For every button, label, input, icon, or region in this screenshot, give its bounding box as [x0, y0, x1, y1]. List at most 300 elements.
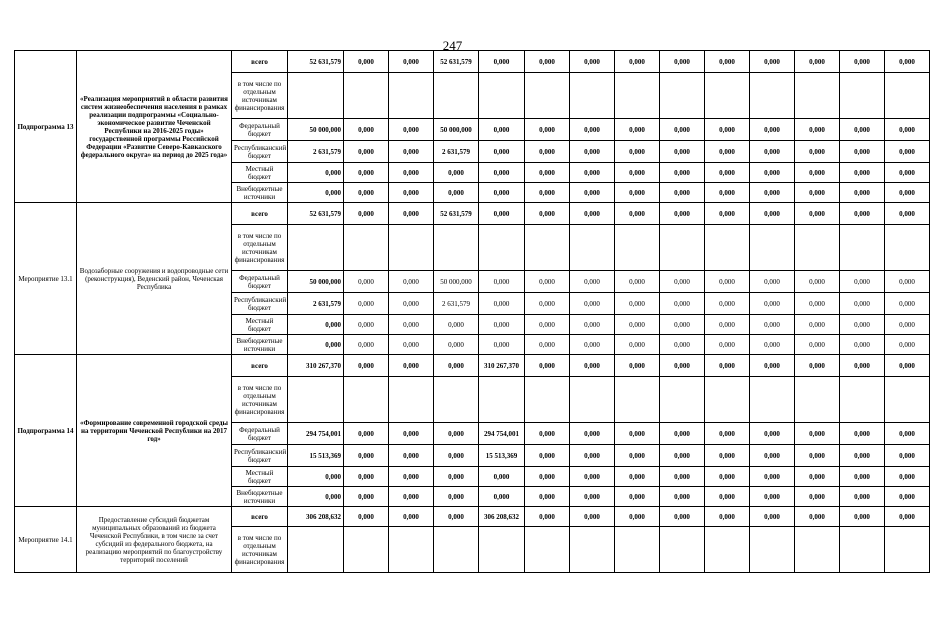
value-cell: 0,000 [885, 507, 930, 527]
value-cell: 306 208,632 [288, 507, 344, 527]
value-cell: 0,000 [344, 183, 389, 203]
value-cell [660, 225, 705, 271]
value-cell: 0,000 [389, 315, 434, 335]
value-cell: 0,000 [840, 423, 885, 445]
value-cell: 0,000 [795, 423, 840, 445]
value-cell: 0,000 [434, 445, 479, 467]
value-cell: 0,000 [795, 507, 840, 527]
value-cell: 0,000 [885, 163, 930, 183]
value-cell: 0,000 [885, 355, 930, 377]
value-cell: 15 513,369 [288, 445, 344, 467]
value-cell: 0,000 [434, 507, 479, 527]
row-label-federal: Федеральный бюджет [232, 119, 288, 141]
value-cell: 0,000 [705, 203, 750, 225]
value-cell: 0,000 [344, 335, 389, 355]
table-row [15, 51, 930, 73]
row-label-including: в том числе по отдельным источникам финансирования [232, 73, 288, 119]
value-cell [479, 377, 525, 423]
value-cell: 0,000 [288, 487, 344, 507]
value-cell [479, 73, 525, 119]
value-cell [570, 527, 615, 573]
value-cell: 0,000 [750, 271, 795, 293]
value-cell: 0,000 [840, 183, 885, 203]
value-cell: 0,000 [479, 271, 525, 293]
value-cell: 0,000 [479, 141, 525, 163]
value-cell: 0,000 [525, 315, 570, 335]
value-cell: 0,000 [840, 507, 885, 527]
value-cell: 0,000 [288, 163, 344, 183]
value-cell: 0,000 [705, 293, 750, 315]
value-cell: 0,000 [750, 423, 795, 445]
value-cell: 310 267,370 [479, 355, 525, 377]
value-cell: 0,000 [389, 507, 434, 527]
value-cell: 0,000 [479, 203, 525, 225]
value-cell: 0,000 [705, 183, 750, 203]
value-cell: 0,000 [389, 183, 434, 203]
value-cell: 0,000 [840, 141, 885, 163]
value-cell: 0,000 [705, 445, 750, 467]
value-cell [570, 377, 615, 423]
value-cell: 0,000 [840, 203, 885, 225]
row-label-including: в том числе по отдельным источникам финансирования [232, 377, 288, 423]
value-cell: 0,000 [705, 271, 750, 293]
value-cell: 0,000 [615, 141, 660, 163]
value-cell: 0,000 [660, 203, 705, 225]
table-row [15, 355, 930, 377]
value-cell [660, 527, 705, 573]
value-cell: 0,000 [615, 487, 660, 507]
row-label-extra: Внебюджетные источники [232, 183, 288, 203]
value-cell: 0,000 [479, 487, 525, 507]
value-cell: 0,000 [840, 335, 885, 355]
value-cell: 0,000 [840, 355, 885, 377]
value-cell: 52 631,579 [434, 203, 479, 225]
value-cell [750, 73, 795, 119]
value-cell [840, 73, 885, 119]
value-cell: 0,000 [570, 293, 615, 315]
value-cell: 50 000,000 [288, 119, 344, 141]
row-label-total: всего [232, 355, 288, 377]
value-cell: 0,000 [288, 335, 344, 355]
value-cell: 0,000 [570, 507, 615, 527]
value-cell [885, 225, 930, 271]
value-cell [525, 527, 570, 573]
value-cell: 0,000 [570, 487, 615, 507]
value-cell: 2 631,579 [434, 141, 479, 163]
value-cell: 0,000 [840, 51, 885, 73]
value-cell: 50 000,000 [288, 271, 344, 293]
value-cell [750, 225, 795, 271]
value-cell: 0,000 [660, 487, 705, 507]
value-cell: 0,000 [885, 315, 930, 335]
value-cell: 0,000 [750, 315, 795, 335]
value-cell: 0,000 [615, 467, 660, 487]
value-cell: 0,000 [705, 141, 750, 163]
value-cell [615, 73, 660, 119]
value-cell: 0,000 [705, 467, 750, 487]
value-cell: 0,000 [885, 183, 930, 203]
value-cell: 0,000 [389, 271, 434, 293]
row-label-republic: Республиканский бюджет [232, 445, 288, 467]
value-cell: 0,000 [660, 445, 705, 467]
value-cell: 0,000 [660, 355, 705, 377]
value-cell: 310 267,370 [288, 355, 344, 377]
value-cell: 0,000 [660, 315, 705, 335]
value-cell: 0,000 [750, 487, 795, 507]
value-cell: 0,000 [525, 445, 570, 467]
value-cell: 0,000 [479, 293, 525, 315]
value-cell [288, 225, 344, 271]
row-label-total: всего [232, 507, 288, 527]
value-cell [750, 377, 795, 423]
value-cell: 0,000 [795, 445, 840, 467]
value-cell: 0,000 [705, 119, 750, 141]
page-number: 247 [442, 38, 463, 53]
value-cell: 0,000 [525, 293, 570, 315]
value-cell: 0,000 [750, 335, 795, 355]
value-cell: 0,000 [344, 423, 389, 445]
value-cell: 0,000 [660, 141, 705, 163]
row-label-federal: Федеральный бюджет [232, 271, 288, 293]
value-cell: 0,000 [479, 315, 525, 335]
section-description: Водозаборные сооружения и водопроводные сети (реконструкция), Веденский район, Чеченская Республика [77, 203, 232, 355]
value-cell [288, 377, 344, 423]
value-cell [479, 527, 525, 573]
value-cell [570, 225, 615, 271]
value-cell: 0,000 [795, 203, 840, 225]
value-cell: 0,000 [660, 423, 705, 445]
value-cell: 0,000 [885, 119, 930, 141]
value-cell: 0,000 [344, 507, 389, 527]
value-cell: 50 000,000 [434, 271, 479, 293]
value-cell: 0,000 [750, 163, 795, 183]
value-cell: 0,000 [434, 315, 479, 335]
value-cell: 52 631,579 [288, 51, 344, 73]
value-cell: 0,000 [840, 271, 885, 293]
value-cell: 0,000 [570, 423, 615, 445]
value-cell: 0,000 [570, 445, 615, 467]
section-name: Мероприятие 13.1 [15, 203, 77, 355]
value-cell: 0,000 [795, 467, 840, 487]
table-row [15, 507, 930, 527]
value-cell: 0,000 [434, 355, 479, 377]
value-cell: 0,000 [885, 487, 930, 507]
value-cell: 0,000 [434, 335, 479, 355]
value-cell: 0,000 [615, 445, 660, 467]
value-cell: 0,000 [344, 141, 389, 163]
row-label-including: в том числе по отдельным источникам финансирования [232, 527, 288, 573]
value-cell [288, 527, 344, 573]
value-cell: 15 513,369 [479, 445, 525, 467]
value-cell: 0,000 [288, 183, 344, 203]
value-cell: 0,000 [615, 271, 660, 293]
value-cell: 0,000 [795, 51, 840, 73]
value-cell: 0,000 [389, 423, 434, 445]
value-cell [344, 527, 389, 573]
row-label-republic: Республиканский бюджет [232, 141, 288, 163]
value-cell [840, 527, 885, 573]
value-cell: 0,000 [288, 467, 344, 487]
value-cell: 0,000 [750, 507, 795, 527]
value-cell [795, 225, 840, 271]
value-cell: 0,000 [525, 51, 570, 73]
value-cell: 0,000 [344, 163, 389, 183]
value-cell [344, 225, 389, 271]
value-cell: 0,000 [389, 467, 434, 487]
value-cell: 0,000 [389, 51, 434, 73]
value-cell: 0,000 [389, 203, 434, 225]
value-cell: 0,000 [570, 163, 615, 183]
value-cell [705, 527, 750, 573]
value-cell: 2 631,579 [434, 293, 479, 315]
value-cell: 0,000 [885, 467, 930, 487]
value-cell: 0,000 [795, 335, 840, 355]
value-cell: 0,000 [750, 141, 795, 163]
value-cell: 0,000 [288, 315, 344, 335]
value-cell: 0,000 [840, 119, 885, 141]
row-label-local: Местный бюджет [232, 315, 288, 335]
value-cell: 0,000 [795, 119, 840, 141]
value-cell [434, 73, 479, 119]
value-cell: 0,000 [525, 183, 570, 203]
value-cell [660, 377, 705, 423]
value-cell: 0,000 [389, 335, 434, 355]
value-cell: 0,000 [795, 141, 840, 163]
value-cell: 52 631,579 [434, 51, 479, 73]
value-cell: 0,000 [570, 183, 615, 203]
value-cell: 0,000 [344, 271, 389, 293]
value-cell: 0,000 [615, 355, 660, 377]
value-cell: 0,000 [525, 335, 570, 355]
value-cell: 0,000 [389, 163, 434, 183]
value-cell: 0,000 [570, 51, 615, 73]
value-cell [795, 377, 840, 423]
value-cell: 0,000 [389, 355, 434, 377]
value-cell: 0,000 [525, 203, 570, 225]
value-cell [434, 377, 479, 423]
value-cell: 0,000 [479, 119, 525, 141]
value-cell: 0,000 [570, 203, 615, 225]
value-cell [525, 225, 570, 271]
row-label-federal: Федеральный бюджет [232, 423, 288, 445]
value-cell: 0,000 [795, 355, 840, 377]
section-name: Мероприятие 14.1 [15, 507, 77, 573]
row-label-republic: Республиканский бюджет [232, 293, 288, 315]
value-cell: 0,000 [750, 445, 795, 467]
value-cell: 0,000 [660, 467, 705, 487]
value-cell: 0,000 [705, 355, 750, 377]
value-cell: 0,000 [795, 183, 840, 203]
value-cell [344, 377, 389, 423]
budget-table [14, 50, 930, 573]
value-cell: 0,000 [795, 271, 840, 293]
value-cell: 0,000 [389, 445, 434, 467]
value-cell: 294 754,001 [479, 423, 525, 445]
value-cell: 0,000 [344, 293, 389, 315]
value-cell: 0,000 [434, 423, 479, 445]
value-cell [479, 225, 525, 271]
value-cell [389, 73, 434, 119]
value-cell: 0,000 [615, 51, 660, 73]
value-cell: 0,000 [344, 355, 389, 377]
value-cell: 0,000 [434, 163, 479, 183]
value-cell [795, 73, 840, 119]
value-cell: 0,000 [615, 335, 660, 355]
value-cell [660, 73, 705, 119]
value-cell: 0,000 [705, 51, 750, 73]
value-cell: 0,000 [344, 51, 389, 73]
value-cell: 0,000 [570, 141, 615, 163]
value-cell: 0,000 [525, 271, 570, 293]
value-cell: 0,000 [570, 355, 615, 377]
value-cell: 0,000 [840, 487, 885, 507]
value-cell: 0,000 [885, 271, 930, 293]
value-cell: 0,000 [479, 51, 525, 73]
value-cell: 0,000 [525, 423, 570, 445]
value-cell: 0,000 [795, 293, 840, 315]
value-cell: 0,000 [750, 51, 795, 73]
value-cell: 0,000 [840, 293, 885, 315]
value-cell: 0,000 [885, 203, 930, 225]
value-cell: 2 631,579 [288, 141, 344, 163]
value-cell: 306 208,632 [479, 507, 525, 527]
row-label-total: всего [232, 203, 288, 225]
value-cell: 0,000 [705, 423, 750, 445]
value-cell: 0,000 [344, 487, 389, 507]
value-cell: 0,000 [525, 487, 570, 507]
value-cell: 0,000 [660, 119, 705, 141]
row-label-local: Местный бюджет [232, 163, 288, 183]
value-cell: 0,000 [615, 293, 660, 315]
value-cell: 0,000 [750, 203, 795, 225]
value-cell: 0,000 [615, 203, 660, 225]
value-cell [705, 225, 750, 271]
value-cell [344, 73, 389, 119]
value-cell: 50 000,000 [434, 119, 479, 141]
value-cell: 0,000 [615, 119, 660, 141]
section-name: Подпрограмма 13 [15, 51, 77, 203]
value-cell: 0,000 [479, 467, 525, 487]
value-cell: 0,000 [525, 141, 570, 163]
value-cell [795, 527, 840, 573]
value-cell [434, 527, 479, 573]
value-cell [840, 377, 885, 423]
section-description: Предоставление субсидий бюджетам муниципальных образований из бюджета Чеченской Республики, в том числе за счет субсидий из федерального бюджета, на реализацию мероприятий по благоустройству территорий поселений [77, 507, 232, 573]
value-cell: 0,000 [660, 51, 705, 73]
value-cell: 294 754,001 [288, 423, 344, 445]
value-cell: 0,000 [479, 335, 525, 355]
value-cell: 0,000 [479, 183, 525, 203]
value-cell: 0,000 [615, 183, 660, 203]
value-cell: 0,000 [885, 423, 930, 445]
row-label-extra: Внебюджетные источники [232, 487, 288, 507]
value-cell: 0,000 [525, 119, 570, 141]
value-cell: 0,000 [389, 119, 434, 141]
value-cell: 0,000 [344, 119, 389, 141]
value-cell: 0,000 [795, 487, 840, 507]
value-cell: 0,000 [344, 315, 389, 335]
value-cell: 0,000 [750, 119, 795, 141]
value-cell: 0,000 [344, 467, 389, 487]
value-cell [615, 225, 660, 271]
value-cell [615, 377, 660, 423]
value-cell: 0,000 [615, 163, 660, 183]
value-cell: 0,000 [615, 423, 660, 445]
value-cell: 0,000 [885, 293, 930, 315]
value-cell: 0,000 [660, 163, 705, 183]
value-cell: 0,000 [705, 335, 750, 355]
value-cell [840, 225, 885, 271]
value-cell [525, 73, 570, 119]
value-cell: 0,000 [840, 315, 885, 335]
value-cell: 0,000 [615, 315, 660, 335]
row-label-local: Местный бюджет [232, 467, 288, 487]
value-cell: 0,000 [885, 445, 930, 467]
value-cell: 0,000 [660, 293, 705, 315]
value-cell: 0,000 [705, 315, 750, 335]
value-cell: 0,000 [660, 183, 705, 203]
value-cell: 0,000 [705, 487, 750, 507]
value-cell [389, 527, 434, 573]
value-cell [885, 73, 930, 119]
value-cell: 0,000 [389, 141, 434, 163]
value-cell [389, 225, 434, 271]
value-cell: 0,000 [840, 467, 885, 487]
value-cell: 0,000 [840, 163, 885, 183]
table-row [15, 203, 930, 225]
value-cell [885, 527, 930, 573]
row-label-total: всего [232, 51, 288, 73]
value-cell: 0,000 [750, 293, 795, 315]
value-cell [434, 225, 479, 271]
value-cell: 0,000 [434, 467, 479, 487]
value-cell: 0,000 [525, 467, 570, 487]
value-cell: 0,000 [660, 335, 705, 355]
value-cell: 0,000 [840, 445, 885, 467]
value-cell: 0,000 [750, 355, 795, 377]
value-cell: 0,000 [795, 163, 840, 183]
value-cell: 0,000 [389, 487, 434, 507]
budget-table-body [15, 51, 930, 573]
section-name: Подпрограмма 14 [15, 355, 77, 507]
value-cell: 0,000 [885, 335, 930, 355]
section-description: «Реализация мероприятий в области развития систем жизнеобеспечения населения в рамках реализации подпрограммы «Социально-экономическое развитие Чеченской Республики на 2016-2025 годы» государственной программы Российской Федерации «Развитие Северо-Кавказского федерального округа» на период до 2025 года» [77, 51, 232, 203]
value-cell: 0,000 [344, 445, 389, 467]
value-cell [525, 377, 570, 423]
value-cell: 0,000 [750, 467, 795, 487]
value-cell: 0,000 [525, 355, 570, 377]
value-cell: 0,000 [434, 183, 479, 203]
value-cell: 0,000 [660, 271, 705, 293]
value-cell: 0,000 [795, 315, 840, 335]
value-cell: 0,000 [705, 507, 750, 527]
value-cell: 0,000 [570, 335, 615, 355]
value-cell [885, 377, 930, 423]
value-cell: 0,000 [479, 163, 525, 183]
value-cell [570, 73, 615, 119]
value-cell [750, 527, 795, 573]
value-cell: 0,000 [525, 507, 570, 527]
value-cell: 52 631,579 [288, 203, 344, 225]
value-cell: 0,000 [570, 271, 615, 293]
value-cell: 0,000 [570, 467, 615, 487]
value-cell: 0,000 [344, 203, 389, 225]
value-cell: 0,000 [434, 487, 479, 507]
section-description: «Формирование современной городской среды на территории Чеченской Республики на 2017 год» [77, 355, 232, 507]
value-cell: 0,000 [570, 315, 615, 335]
value-cell: 0,000 [750, 183, 795, 203]
value-cell: 0,000 [885, 51, 930, 73]
